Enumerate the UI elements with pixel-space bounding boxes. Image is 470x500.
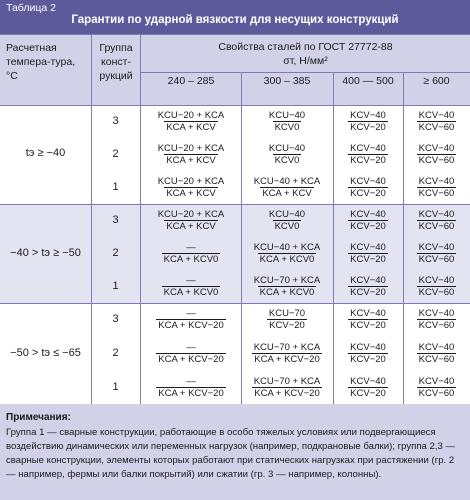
toughness-fraction — [333, 308, 403, 331]
fraction-numerator: KCU−20 + KCA — [157, 209, 225, 220]
fraction-denominator: KCA + KCV0 — [163, 287, 219, 298]
toughness-fraction — [141, 376, 241, 399]
fraction-denominator: KCV−60 — [418, 388, 455, 399]
fraction-numerator: KCV−40 — [350, 242, 386, 253]
fraction-denominator: KCV−20 — [350, 122, 386, 133]
fraction-denominator: KCA + KCV−20 — [158, 354, 224, 365]
fraction-denominator: KCV−60 — [418, 155, 455, 166]
notes-heading: Примечания: — [6, 412, 71, 423]
fraction-numerator: KCV−40 — [418, 242, 455, 253]
toughness-fraction — [403, 342, 470, 365]
rule — [0, 303, 470, 304]
toughness-fraction — [403, 143, 470, 166]
toughness-fraction — [241, 110, 333, 133]
toughness-fraction — [141, 275, 241, 298]
fraction-denominator: KCV−60 — [418, 122, 455, 133]
rule — [241, 72, 242, 404]
fraction-numerator: KCV−40 — [350, 376, 386, 387]
fraction-numerator: KCV−40 — [350, 308, 386, 319]
fraction-numerator: KCV−40 — [418, 110, 455, 121]
range-header: 400 — 500 — [342, 75, 394, 87]
rule — [333, 72, 334, 404]
fraction-numerator: KCU−70 + KCA — [253, 376, 321, 387]
fraction-denominator: KCV−20 — [350, 188, 386, 199]
fraction-numerator: KCV−40 — [418, 308, 455, 319]
fraction-denominator: KCA + KCV — [262, 188, 312, 199]
group-number: 2 — [112, 347, 119, 359]
toughness-fraction — [141, 176, 241, 199]
fraction-denominator: KCV−60 — [418, 320, 455, 331]
toughness-fraction — [403, 209, 470, 232]
toughness-fraction — [333, 342, 403, 365]
fraction-denominator: KCV−20 — [350, 354, 386, 365]
toughness-fraction — [241, 275, 333, 298]
fraction-denominator: KCV0 — [274, 221, 300, 232]
toughness-fraction — [333, 275, 403, 298]
fraction-numerator: KCV−40 — [418, 342, 455, 353]
fraction-denominator: KCV0 — [274, 155, 300, 166]
fraction-numerator: KCV−40 — [350, 143, 386, 154]
fraction-numerator: — — [186, 242, 196, 253]
group-number: 3 — [112, 115, 119, 127]
fraction-numerator: KCV−40 — [350, 209, 386, 220]
rule — [140, 34, 141, 404]
title-bar — [0, 0, 470, 34]
rule — [141, 72, 470, 73]
group-number: 3 — [112, 313, 119, 325]
toughness-fraction — [141, 209, 241, 232]
fraction-numerator: KCU−40 — [268, 110, 306, 121]
toughness-fraction — [333, 209, 403, 232]
toughness-fraction — [241, 308, 333, 331]
group-number: 2 — [112, 247, 119, 259]
fraction-denominator: KCV0 — [274, 122, 300, 133]
toughness-fraction — [333, 176, 403, 199]
fraction-numerator: KCV−40 — [350, 176, 386, 187]
temp-column-header: Расчетная темпера-тура, °С — [6, 42, 76, 82]
toughness-fraction — [333, 110, 403, 133]
toughness-fraction — [241, 143, 333, 166]
fraction-denominator: KCV−20 — [350, 155, 386, 166]
toughness-fraction — [141, 342, 241, 365]
rule — [0, 34, 470, 35]
fraction-numerator: KCU−20 + KCA — [157, 110, 225, 121]
range-header: 300 – 385 — [263, 75, 311, 87]
toughness-fraction — [241, 209, 333, 232]
fraction-numerator: KCU−70 — [268, 308, 306, 319]
fraction-numerator: KCU−40 + KCA — [253, 242, 321, 253]
fraction-numerator: KCV−40 — [418, 143, 455, 154]
toughness-fraction — [141, 110, 241, 133]
fraction-numerator: — — [186, 308, 196, 319]
fraction-numerator: — — [186, 342, 196, 353]
fraction-denominator: KCV−20 — [350, 320, 386, 331]
toughness-fraction — [403, 308, 470, 331]
toughness-fraction — [333, 143, 403, 166]
fraction-numerator: KCU−20 + KCA — [157, 143, 225, 154]
fraction-numerator: KCV−40 — [350, 342, 386, 353]
group-number: 1 — [112, 181, 119, 193]
range-header: 240 – 285 — [167, 75, 215, 87]
fraction-numerator: KCV−40 — [418, 376, 455, 387]
range-header: ≥ 600 — [423, 75, 450, 87]
rule — [91, 34, 92, 404]
group-number: 1 — [112, 280, 119, 292]
fraction-numerator: — — [186, 275, 196, 286]
fraction-denominator: KCA + KCV−20 — [254, 388, 320, 399]
fraction-denominator: KCV−20 — [350, 254, 386, 265]
temp-label: −40 > tэ ≥ −50 — [10, 247, 81, 259]
table-label: Таблица 2 — [6, 2, 56, 14]
fraction-numerator: KCU−70 + KCA — [253, 342, 321, 353]
toughness-fraction — [241, 376, 333, 399]
toughness-fraction — [403, 376, 470, 399]
fraction-numerator: — — [186, 376, 196, 387]
toughness-fraction — [403, 242, 470, 265]
fraction-denominator: KCV−60 — [418, 254, 455, 265]
toughness-fraction — [241, 176, 333, 199]
table-title: Гарантии по ударной вязкости для несущих конструкций — [71, 14, 399, 26]
toughness-fraction — [141, 242, 241, 265]
toughness-fraction — [333, 376, 403, 399]
group-number: 2 — [112, 148, 119, 160]
fraction-denominator: KCV−60 — [418, 354, 455, 365]
fraction-numerator: KCU−40 — [268, 143, 306, 154]
fraction-numerator: KCU−20 + KCA — [157, 176, 225, 187]
rule — [403, 72, 404, 404]
toughness-fraction — [241, 242, 333, 265]
steel-properties-header: Свойства сталей по ГОСТ 27772-88 — [218, 41, 393, 53]
fraction-denominator: KCA + KCV0 — [259, 254, 315, 265]
fraction-denominator: KCA + KCV0 — [259, 287, 315, 298]
temp-label: −50 > tэ ≤ −65 — [10, 347, 81, 359]
table-header — [0, 34, 470, 105]
toughness-fraction — [241, 342, 333, 365]
fraction-denominator: KCA + KCV — [166, 122, 216, 133]
strength-header: σт, Н/мм² — [283, 55, 328, 67]
fraction-numerator: KCV−40 — [350, 110, 386, 121]
toughness-fraction — [403, 110, 470, 133]
fraction-numerator: KCV−40 — [350, 275, 386, 286]
fraction-denominator: KCV−60 — [418, 188, 455, 199]
rule — [0, 204, 470, 205]
fraction-denominator: KCA + KCV−20 — [158, 388, 224, 399]
fraction-denominator: KCV−20 — [350, 287, 386, 298]
fraction-denominator: KCA + KCV — [166, 155, 216, 166]
toughness-fraction — [403, 275, 470, 298]
fraction-denominator: KCA + KCV — [166, 221, 216, 232]
fraction-numerator: KCU−70 + KCA — [253, 275, 321, 286]
fraction-denominator: KCA + KCV0 — [163, 254, 219, 265]
fraction-numerator: KCU−40 — [268, 209, 306, 220]
notes — [0, 404, 470, 500]
toughness-fraction — [141, 308, 241, 331]
fraction-denominator: KCA + KCV — [166, 188, 216, 199]
toughness-fraction — [403, 176, 470, 199]
group-number: 3 — [112, 214, 119, 226]
temp-label: tэ ≥ −40 — [25, 147, 66, 159]
fraction-denominator: KCA + KCV−20 — [254, 354, 320, 365]
rule — [0, 105, 470, 106]
notes-text: Группа 1 — сварные конструкции, работающие в особо тяжелых условиях или подвергающиеся воздействию динамических или переменных нагрузок (например, подкрановые балки); группа 2,3 — сварные конструкции, элементы которых работают при статических нагрузках при растяжении (гр. 2 — например, фермы или балки покрытий) или сжатии (гр. 3 — например, колонны). — [6, 427, 456, 480]
fraction-denominator: KCV−20 — [350, 388, 386, 399]
group-number: 1 — [112, 381, 119, 393]
fraction-numerator: KCV−40 — [418, 209, 455, 220]
fraction-denominator: KCV−60 — [418, 221, 455, 232]
fraction-numerator: KCV−40 — [418, 176, 455, 187]
group-column-header: Группа конст-рукций — [99, 42, 133, 82]
toughness-fraction — [141, 143, 241, 166]
fraction-numerator: KCU−40 + KCA — [253, 176, 321, 187]
fraction-denominator: KCA + KCV−20 — [158, 320, 224, 331]
fraction-denominator: KCV−60 — [418, 287, 455, 298]
fraction-numerator: KCV−40 — [418, 275, 455, 286]
fraction-denominator: KCV−20 — [350, 221, 386, 232]
fraction-denominator: KCV−20 — [269, 320, 305, 331]
toughness-fraction — [333, 242, 403, 265]
